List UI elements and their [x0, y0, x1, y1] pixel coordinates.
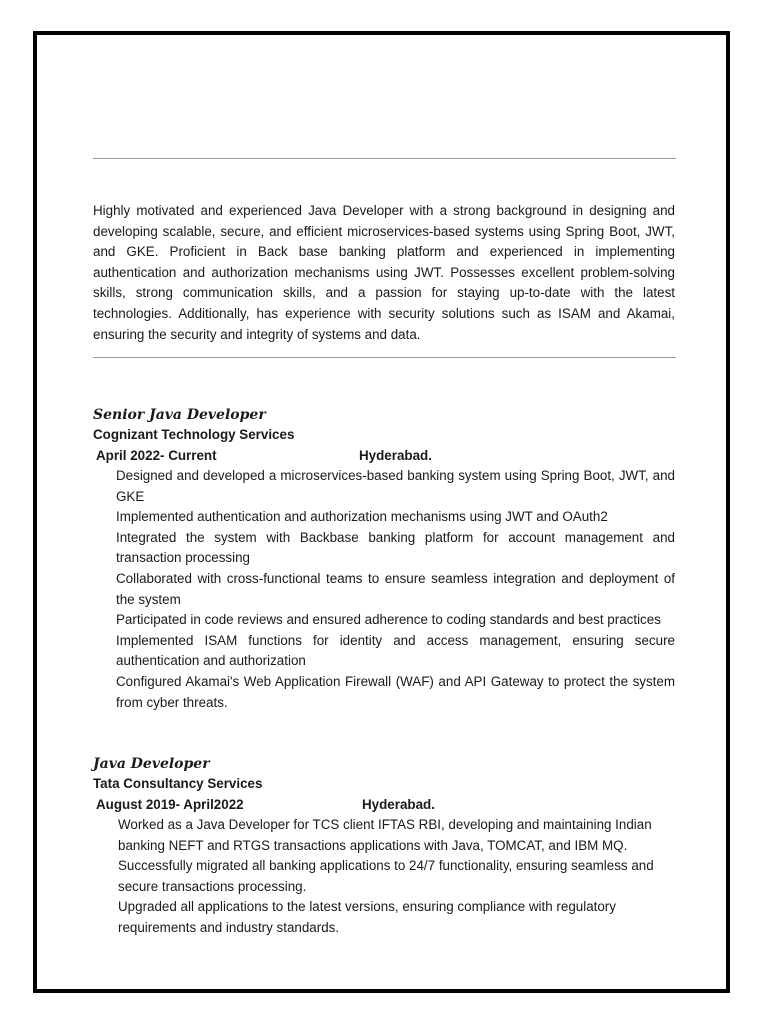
- job-entry-senior-java-developer: [93, 405, 675, 713]
- job-title: Java Developer: [93, 756, 210, 772]
- employment-dates: August 2019- April2022: [96, 796, 244, 812]
- list-item: Worked as a Java Developer for TCS client IFTAS RBI, developing and maintaining Indian banking NEFT and RTGS transactions applications with Java, TOMCAT, and IBM MQ.: [118, 817, 652, 853]
- professional-summary: Highly motivated and experienced Java Developer with a strong background in designing and developing scalable, secure, and efficient microservices-based systems using Spring Boot, JWT, and GKE. Proficient in Back base banking platform and experienced in implementing authentication and authorization mechanisms using JWT. Possesses excellent problem-solving skills, strong communication skills, and a passion for staying up-to-date with the latest technologies. Additionally, has experience with security solutions such as ISAM and Akamai, ensuring the security and integrity of systems and data.: [93, 203, 675, 342]
- dates-location-line: [93, 795, 675, 816]
- list-item: Configured Akamai's Web Application Firewall (WAF) and API Gateway to protect the system from cyber threats.: [116, 673, 675, 710]
- top-divider: [93, 158, 676, 159]
- list-item: Participated in code reviews and ensured adherence to coding standards and best practices: [116, 612, 661, 628]
- list-item: Collaborated with cross-functional teams to ensure seamless integration and deployment of the system: [116, 570, 675, 607]
- responsibility-list: [118, 815, 663, 939]
- list-item: Implemented authentication and authorization mechanisms using JWT and OAuth2: [116, 509, 608, 525]
- list-item: Implemented ISAM functions for identity and access management, ensuring secure authentication and authorization: [116, 632, 675, 669]
- list-item: Successfully migrated all banking applications to 24/7 functionality, ensuring seamless and secure transactions processing.: [118, 858, 654, 894]
- job-location: Hyderabad.: [359, 447, 432, 463]
- list-item: Integrated the system with Backbase banking platform for account management and transaction processing: [116, 529, 675, 566]
- job-entry-java-developer: [93, 754, 675, 939]
- employment-dates: April 2022- Current: [96, 447, 217, 463]
- list-item: Upgraded all applications to the latest versions, ensuring compliance with regulatory requirements and industry standards.: [118, 899, 616, 935]
- company-name: Tata Consultancy Services: [93, 776, 263, 791]
- dates-location-line: [93, 446, 675, 467]
- list-item: Designed and developed a microservices-based banking system using Spring Boot, JWT, and GKE: [116, 468, 675, 504]
- job-title: Senior Java Developer: [93, 407, 266, 423]
- summary-divider: [93, 357, 676, 358]
- responsibility-list: [116, 466, 675, 713]
- job-location: Hyderabad.: [362, 796, 435, 812]
- company-name: Cognizant Technology Services: [93, 427, 295, 442]
